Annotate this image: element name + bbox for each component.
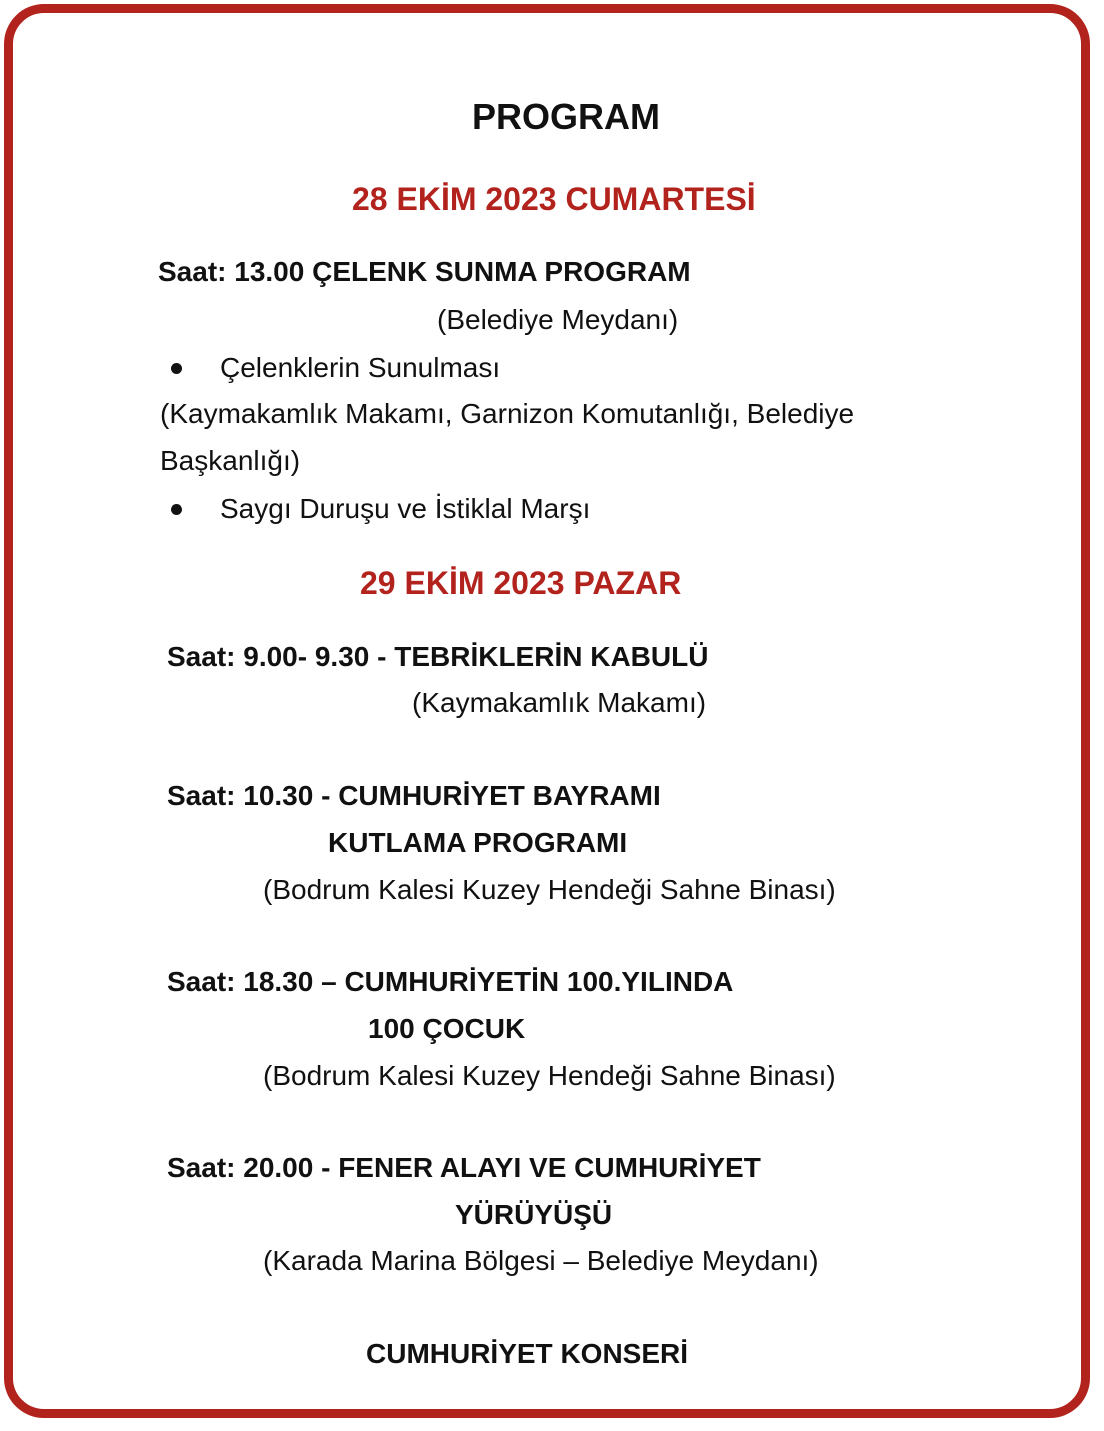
day2-event4-heading-line2: YÜRÜYÜŞÜ <box>455 1199 613 1230</box>
day1-event1-heading: Saat: 13.00 ÇELENK SUNMA PROGRAM <box>158 256 691 287</box>
day2-event4-place: (Karada Marina Bölgesi – Belediye Meydanı) <box>263 1245 819 1276</box>
day2-event2-heading-line2: KUTLAMA PROGRAMI <box>328 827 628 858</box>
day2-event3-heading-line2: 100 ÇOCUK <box>368 1013 526 1044</box>
day1-event1-place: (Belediye Meydanı) <box>437 304 679 335</box>
day1-date-heading: 28 EKİM 2023 CUMARTESİ <box>352 181 756 217</box>
day2-event1-heading: Saat: 9.00- 9.30 - TEBRİKLERİN KABULÜ <box>167 641 709 672</box>
day2-event3-heading-line1: Saat: 18.30 – CUMHURİYETİN 100.YILINDA <box>167 966 734 997</box>
day2-event2-place: (Bodrum Kalesi Kuzey Hendeği Sahne Binası) <box>263 874 836 905</box>
day2-event4-heading-line1: Saat: 20.00 - FENER ALAYI VE CUMHURİYET <box>167 1152 761 1183</box>
day1-bullet-2: Saygı Duruşu ve İstiklal Marşı <box>220 493 591 524</box>
day2-event2-heading-line1: Saat: 10.30 - CUMHURİYET BAYRAMI <box>167 780 661 811</box>
day2-event3-place: (Bodrum Kalesi Kuzey Hendeği Sahne Binası) <box>263 1060 836 1091</box>
bullet-dot <box>171 504 182 515</box>
day1-bullet-1-detail-line1: (Kaymakamlık Makamı, Garnizon Komutanlığı, Belediye <box>160 398 855 429</box>
closing-concert-heading: CUMHURİYET KONSERİ <box>366 1338 689 1369</box>
bullet-dot <box>171 363 182 374</box>
day2-event1-place: (Kaymakamlık Makamı) <box>412 687 707 718</box>
day2-date-heading: 29 EKİM 2023 PAZAR <box>360 565 682 601</box>
page-title: PROGRAM <box>472 96 660 137</box>
day1-bullet-1-detail-line2: Başkanlığı) <box>160 445 301 476</box>
day1-bullet-1: Çelenklerin Sunulması <box>220 352 501 383</box>
